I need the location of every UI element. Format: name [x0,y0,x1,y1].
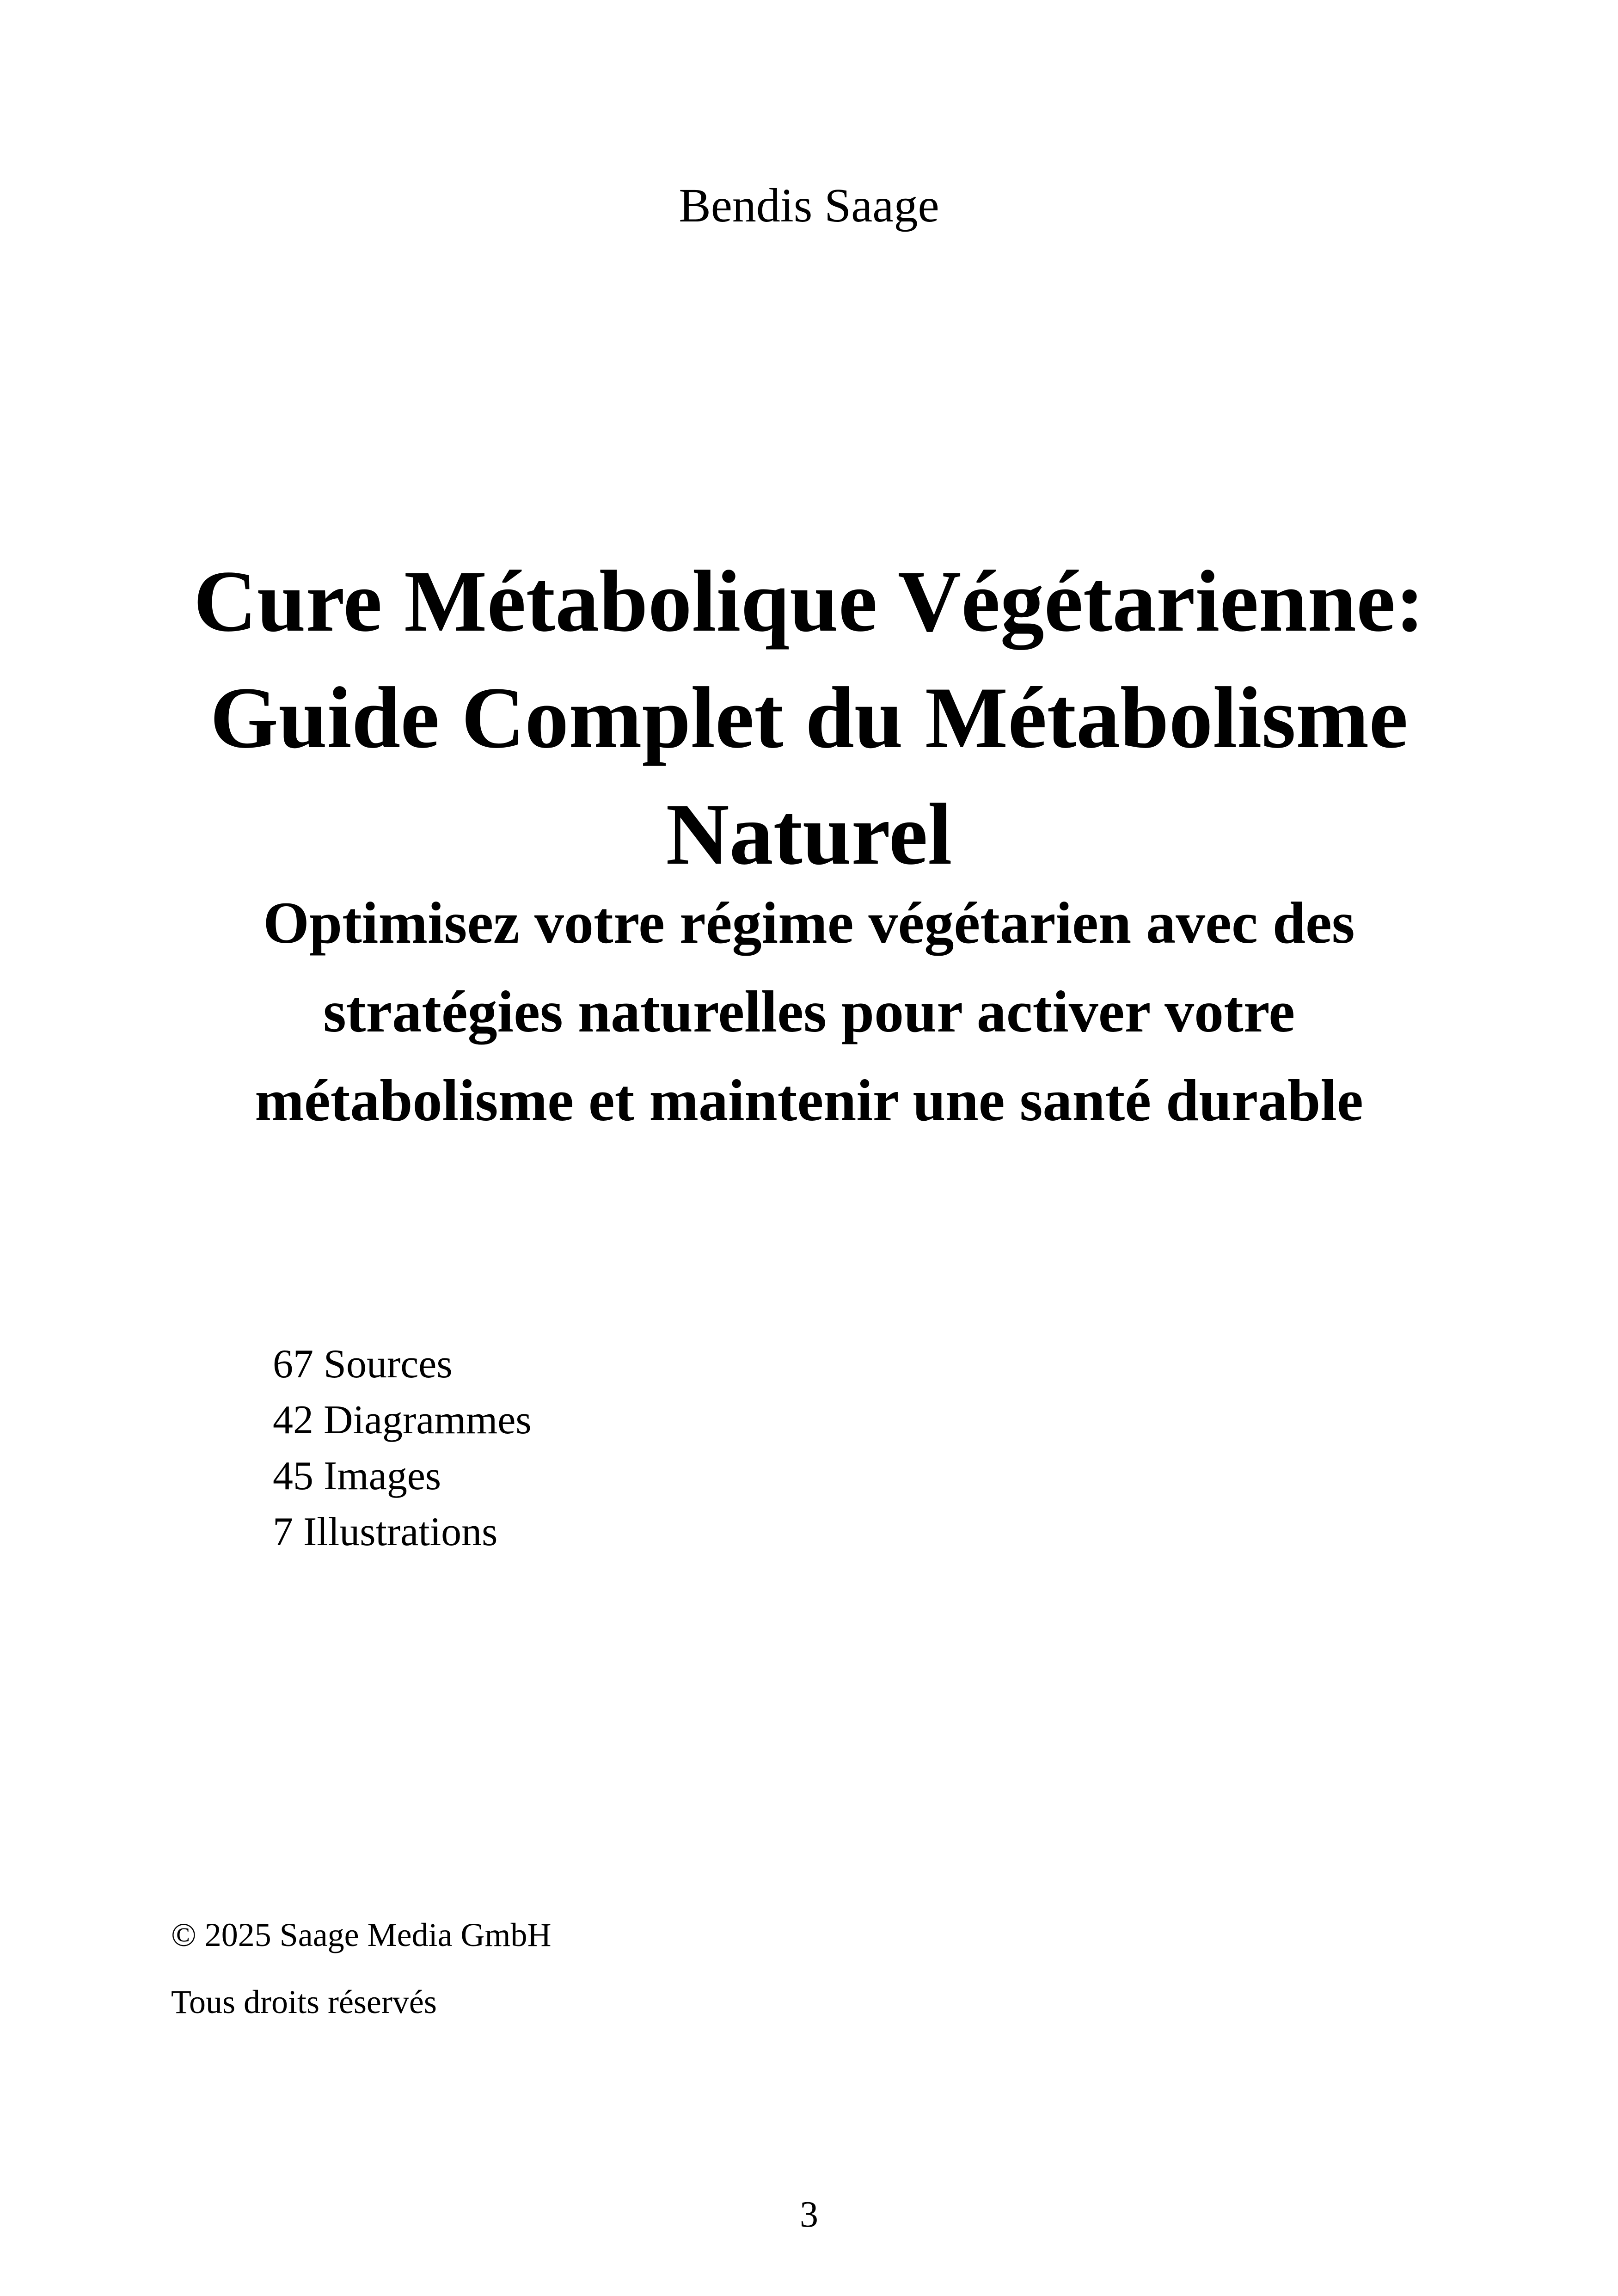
copyright-notice: © 2025 Saage Media GmbH [171,1916,552,1953]
stat-sources: 67 Sources [273,1342,453,1387]
subtitle-line: stratégies naturelles pour activer votre [323,979,1295,1044]
title-line: Naturel [666,786,952,883]
title-line: Cure Métabolique Végétarienne: [193,553,1425,650]
rights-notice: Tous droits réservés [171,1983,437,2020]
subtitle-line: métabolisme et maintenir une santé durable [255,1068,1363,1133]
stat-images: 45 Images [273,1454,441,1498]
page-number: 3 [800,2194,818,2235]
author-name: Bendis Saage [679,179,939,232]
content-stats-list [273,1336,1012,1560]
title-line: Guide Complet du Métabolisme [210,669,1408,767]
stat-diagrams: 42 Diagrammes [273,1398,532,1443]
subtitle-line: Optimisez votre régime végétarien avec des [263,890,1355,956]
stat-illustrations: 7 Illustrations [273,1510,498,1554]
book-title [92,543,1526,893]
book-subtitle [92,878,1526,1145]
